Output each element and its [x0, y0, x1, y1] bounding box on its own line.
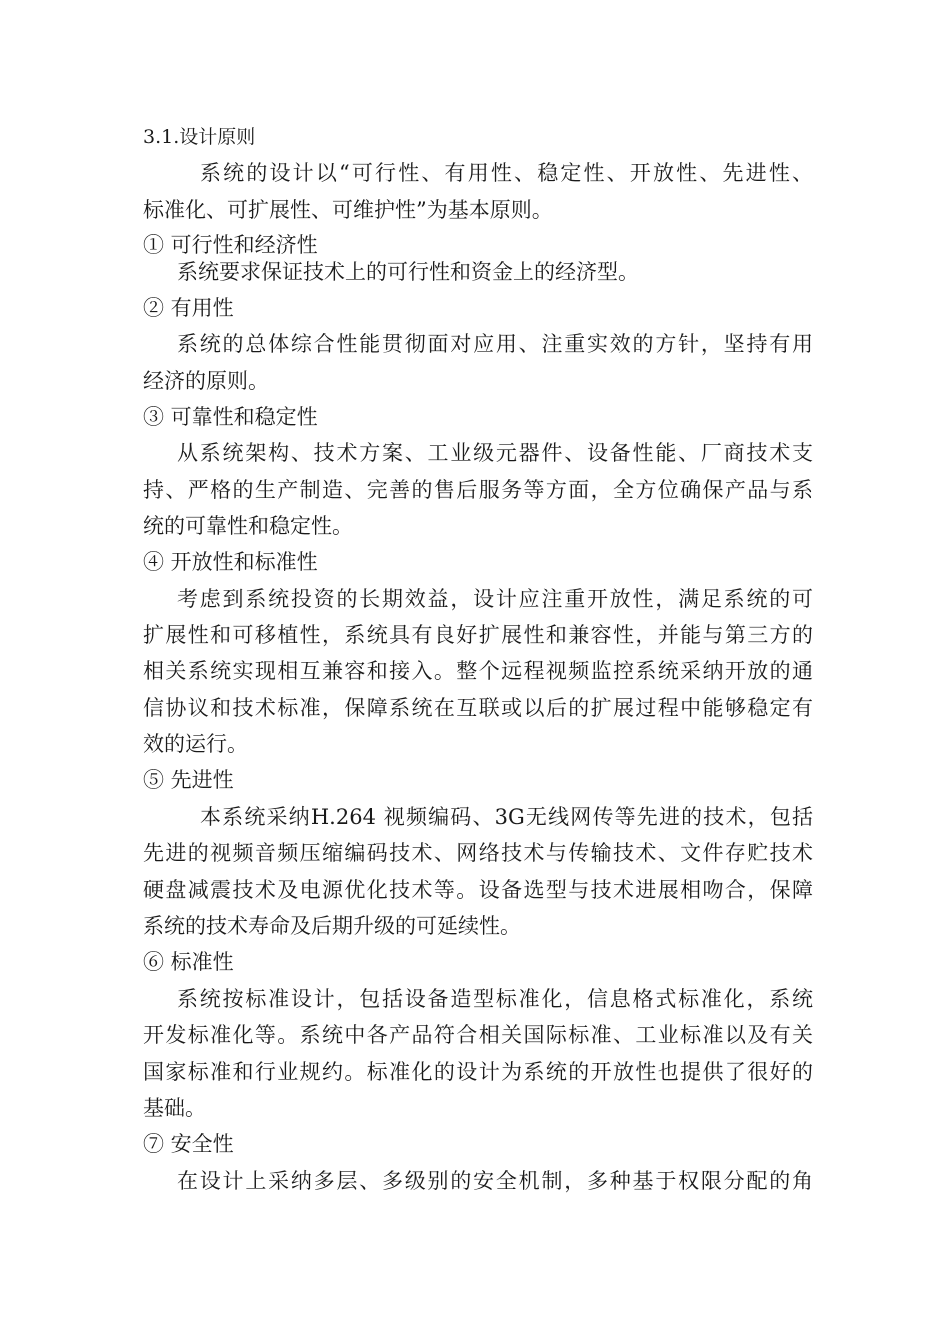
principle-6-line-3: 国家标准和行业规约。标准化的设计为系统的开放性也提供了很好的 [143, 1060, 813, 1084]
principle-2-line-1: 系统的总体综合性能贯彻面对应用、注重实效的方针，坚持有用 [177, 332, 813, 356]
principle-title-7: ⑦ 安全性 [143, 1132, 234, 1156]
intro-line-2: 标准化、可扩展性、可维护性”为基本原则。 [143, 198, 553, 222]
principle-7-line-1: 在设计上采纳多层、多级别的安全机制，多种基于权限分配的角 [177, 1169, 813, 1193]
principle-3-line-2: 持、严格的生产制造、完善的售后服务等方面，全方位确保产品与系 [143, 478, 813, 502]
principle-4-line-4: 信协议和技术标准，保障系统在互联或以后的扩展过程中能够稳定有 [143, 696, 813, 720]
principle-3-line-1: 从系统架构、技术方案、工业级元器件、设备性能、厂商技术支 [177, 441, 813, 465]
principle-6-line-4: 基础。 [143, 1096, 206, 1120]
principle-5-line-2: 先进的视频音频压缩编码技术、网络技术与传输技术、文件存贮技术 [143, 841, 813, 865]
principle-1-line-1: 系统要求保证技术上的可行性和资金上的经济型。 [177, 260, 639, 284]
principle-title-1: ① 可行性和经济性 [143, 233, 318, 257]
section-heading: 3.1.设计原则 [143, 126, 256, 148]
principle-title-5: ⑤ 先进性 [143, 768, 234, 792]
principle-4-line-3: 相关系统实现相互兼容和接入。整个远程视频监控系统采纳开放的通 [143, 659, 813, 683]
principle-2-line-2: 经济的原则。 [143, 369, 269, 393]
principle-4-line-1: 考虑到系统投资的长期效益，设计应注重开放性，满足系统的可 [177, 587, 813, 611]
principle-4-line-2: 扩展性和可移植性，系统具有良好扩展性和兼容性，并能与第三方的 [143, 623, 813, 647]
principle-title-2: ② 有用性 [143, 296, 234, 320]
principle-3-line-3: 统的可靠性和稳定性。 [143, 514, 353, 538]
principle-title-6: ⑥ 标准性 [143, 950, 234, 974]
principle-5-line-4: 系统的技术寿命及后期升级的可延续性。 [143, 914, 521, 938]
principle-title-3: ③ 可靠性和稳定性 [143, 405, 318, 429]
principle-5-line-1: 本系统采纳H.264 视频编码、3G无线网传等先进的技术，包括 [200, 805, 813, 829]
principle-title-4: ④ 开放性和标准性 [143, 550, 318, 574]
principle-4-line-5: 效的运行。 [143, 732, 248, 756]
principle-6-line-2: 开发标准化等。系统中各产品符合相关国际标准、工业标准以及有关 [143, 1023, 813, 1047]
intro-line-1: 系统的设计以“可行性、有用性、稳定性、开放性、先进性、 [200, 161, 813, 185]
principle-5-line-3: 硬盘减震技术及电源优化技术等。设备选型与技术进展相吻合，保障 [143, 878, 813, 902]
principle-6-line-1: 系统按标准设计，包括设备造型标准化，信息格式标准化，系统 [177, 987, 813, 1011]
